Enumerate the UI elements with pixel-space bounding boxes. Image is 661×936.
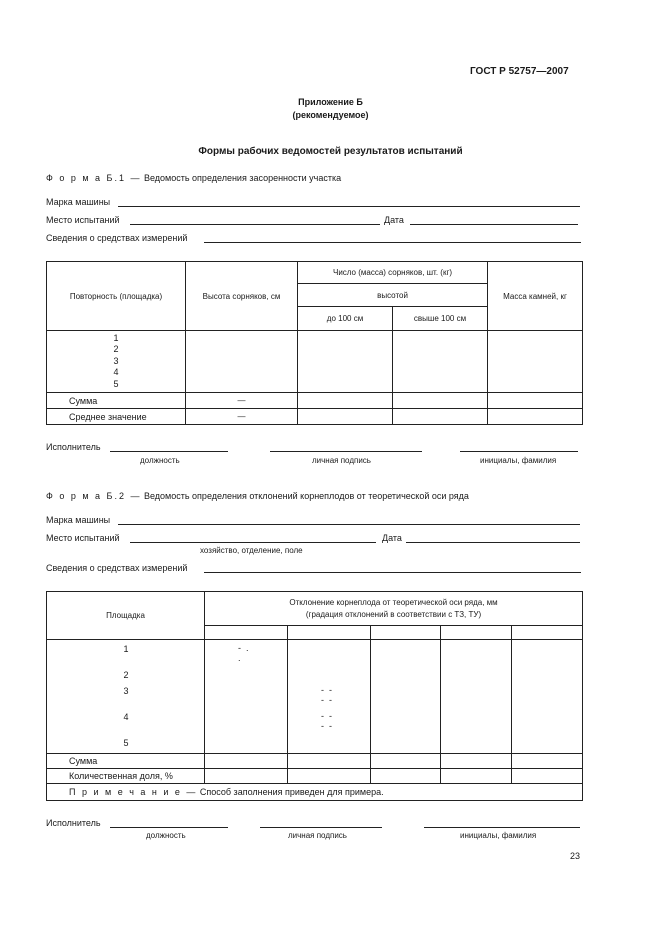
form2-signature-hint: личная подпись (288, 831, 347, 840)
form2-col-deviation-line1: Отклонение корнеплода от теоретической оси ряда, мм (289, 597, 498, 607)
form1-col-height: высотой (298, 284, 488, 307)
mark-icon: - - (321, 695, 332, 705)
table-cell[interactable] (205, 754, 288, 769)
table-cell[interactable] (298, 393, 393, 409)
table-cell[interactable] (512, 640, 583, 754)
form1-row-numbers (47, 331, 186, 393)
form2-instruments-label: Сведения о средствах измерений (46, 563, 188, 573)
form1-col-weed-count: Число (масса) сорняков, шт. (кг) (298, 262, 488, 284)
form1-caption (46, 173, 341, 183)
form1-row-number: 4 (113, 367, 119, 378)
form2-place-hint: хозяйство, отделение, поле (200, 546, 303, 555)
table-cell[interactable] (371, 640, 441, 754)
table-cell[interactable] (512, 754, 583, 769)
form1-caption-prefix: Ф о р м а Б.1 — (46, 173, 142, 183)
appendix-subtitle: (рекомендуемое) (292, 110, 369, 120)
form2-place-field[interactable] (130, 542, 376, 543)
form1-name-hint: инициалы, фамилия (480, 456, 557, 465)
form1-signature-field[interactable] (270, 451, 422, 452)
form1-col-upto100: до 100 см (298, 307, 393, 331)
form1-caption-text: Ведомость определения засоренности участка (143, 173, 342, 183)
form2-row-number: 1 (123, 644, 129, 654)
table-cell[interactable] (393, 331, 488, 393)
form1-avg-label: Среднее значение (47, 409, 186, 425)
form1-signature-hint: личная подпись (312, 456, 371, 465)
table-cell[interactable] (186, 331, 298, 393)
form1-col-weed-height: Высота сорняков, см (186, 262, 298, 331)
mark-icon: - . (238, 643, 249, 653)
mark-icon: - - (321, 721, 332, 731)
form2-name-hint: инициалы, фамилия (460, 831, 537, 840)
table-cell[interactable] (298, 409, 393, 425)
main-title: Формы рабочих ведомостей результатов испытаний (198, 146, 463, 157)
form1-col-stone-mass: Масса камней, кг (488, 262, 583, 331)
doc-code: ГОСТ Р 52757—2007 (470, 66, 569, 77)
table-cell[interactable] (393, 409, 488, 425)
form2-caption-text: Ведомость определения отклонений корнеплодов от теоретической оси ряда (143, 491, 469, 501)
mark-icon: - - (321, 685, 332, 695)
form2-note-prefix: П р и м е ч а н и е — (69, 787, 198, 797)
form2-position-field[interactable] (110, 827, 228, 828)
table-cell[interactable] (288, 754, 371, 769)
form2-machine-field[interactable] (118, 524, 580, 525)
form1-name-field[interactable] (460, 451, 578, 452)
form1-sum-dash: — (186, 393, 298, 409)
form2-col-deviation-line2: (градация отклонений в соответствии с ТЗ, ТУ) (305, 609, 482, 619)
form1-machine-label: Марка машины (46, 197, 111, 207)
table-cell[interactable] (205, 769, 288, 784)
table-cell[interactable] (371, 626, 441, 640)
form2-table (46, 591, 583, 801)
form1-position-field[interactable] (110, 451, 228, 452)
table-cell[interactable] (488, 393, 583, 409)
form1-machine-field[interactable] (118, 206, 580, 207)
form2-date-field[interactable] (406, 542, 580, 543)
form2-caption (46, 491, 469, 501)
table-cell[interactable] (288, 769, 371, 784)
form2-share-label: Количественная доля, % (47, 769, 205, 784)
form1-row-number: 5 (113, 378, 119, 389)
form1-col-over100: свыше 100 см (393, 307, 488, 331)
form2-col-deviation (205, 592, 583, 626)
mark-icon: - - (321, 711, 332, 721)
table-cell[interactable] (288, 626, 371, 640)
form1-sum-label: Сумма (47, 393, 186, 409)
form2-row-number: 3 (123, 686, 129, 696)
form1-date-label: Дата (384, 215, 404, 225)
table-cell[interactable] (441, 626, 512, 640)
form2-row-number: 2 (123, 670, 129, 680)
form1-row-number: 1 (113, 332, 119, 343)
form2-row-numbers (47, 640, 205, 754)
table-cell[interactable] (441, 754, 512, 769)
form2-name-field[interactable] (424, 827, 580, 828)
form2-sum-label: Сумма (47, 754, 205, 769)
form1-instruments-label: Сведения о средствах измерений (46, 233, 188, 243)
form1-table (46, 261, 583, 425)
form1-instruments-field[interactable] (204, 242, 581, 243)
table-cell[interactable] (205, 640, 288, 754)
form2-row-number: 5 (123, 738, 129, 748)
table-cell[interactable] (205, 626, 288, 640)
page-number: 23 (570, 851, 581, 861)
table-cell[interactable] (488, 331, 583, 393)
form2-date-label: Дата (382, 533, 402, 543)
form2-note-text: Способ заполнения приведен для примера. (199, 787, 384, 797)
form2-place-label: Место испытаний (46, 533, 120, 543)
form2-signature-field[interactable] (260, 827, 382, 828)
table-cell[interactable] (441, 640, 512, 754)
table-cell[interactable] (512, 626, 583, 640)
form2-col-plot: Площадка (47, 592, 205, 640)
form1-row-number: 2 (113, 344, 119, 355)
form2-note (47, 784, 583, 801)
table-cell[interactable] (488, 409, 583, 425)
table-cell[interactable] (288, 640, 371, 754)
form2-position-hint: должность (146, 831, 186, 840)
form2-machine-label: Марка машины (46, 515, 111, 525)
table-cell[interactable] (371, 754, 441, 769)
form2-caption-prefix: Ф о р м а Б.2 — (46, 491, 142, 501)
form2-row-number: 4 (123, 712, 129, 722)
table-cell[interactable] (512, 769, 583, 784)
appendix-title: Приложение Б (298, 97, 363, 107)
form1-place-label: Место испытаний (46, 215, 120, 225)
table-cell[interactable] (298, 331, 393, 393)
table-cell[interactable] (371, 769, 441, 784)
form1-row-number: 3 (113, 355, 119, 366)
form1-date-field[interactable] (410, 224, 578, 225)
mark-icon: . (238, 653, 241, 663)
form1-place-field[interactable] (130, 224, 380, 225)
table-cell[interactable] (441, 769, 512, 784)
form2-instruments-field[interactable] (204, 572, 581, 573)
form1-performer-label: Исполнитель (46, 442, 101, 452)
table-cell[interactable] (393, 393, 488, 409)
form2-performer-label: Исполнитель (46, 818, 101, 828)
form1-position-hint: должность (140, 456, 180, 465)
form1-avg-dash: — (186, 409, 298, 425)
form1-col-repetition: Повторность (площадка) (47, 262, 186, 331)
